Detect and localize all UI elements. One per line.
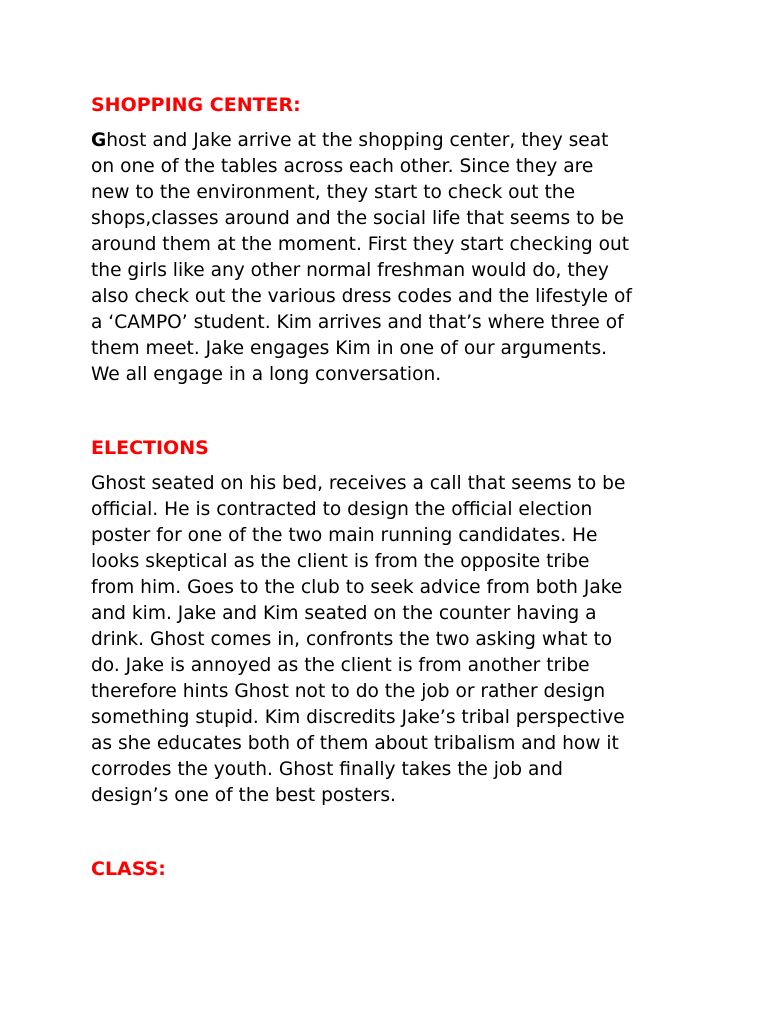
paragraph-line: and kim. Jake and Kim seated on the counter having a xyxy=(91,603,597,624)
paragraph-line: corrodes the youth. Ghost finally takes the job and xyxy=(91,759,563,780)
drop-letter: G xyxy=(91,130,107,151)
paragraph-line: We all engage in a long conversation. xyxy=(91,364,442,385)
paragraph-line: shops,classes around and the social life that seems to be xyxy=(91,208,624,229)
section-heading-class: CLASS: xyxy=(91,858,166,880)
paragraph-line: as she educates both of them about tribalism and how it xyxy=(91,733,619,754)
paragraph-line: them meet. Jake engages Kim in one of our arguments. xyxy=(91,338,608,359)
paragraph-line: Ghost seated on his bed, receives a call that seems to be xyxy=(91,473,626,494)
paragraph-line: also check out the various dress codes and the lifestyle of xyxy=(91,286,632,307)
paragraph-line: something stupid. Kim discredits Jake’s tribal perspective xyxy=(91,707,625,728)
section-heading-shopping-center: SHOPPING CENTER: xyxy=(91,94,301,116)
paragraph-line: around them at the moment. First they start checking out xyxy=(91,234,630,255)
paragraph-line: new to the environment, they start to check out the xyxy=(91,182,576,203)
paragraph-line: poster for one of the two main running candidates. He xyxy=(91,525,598,546)
paragraph-line: on one of the tables across each other. Since they are xyxy=(91,156,594,177)
paragraph-line: design’s one of the best posters. xyxy=(91,785,396,806)
paragraph-line: looks skeptical as the client is from the opposite tribe xyxy=(91,551,590,572)
paragraph-line: drink. Ghost comes in, confronts the two asking what to xyxy=(91,629,613,650)
line-text: host and Jake arrive at the shopping center, they seat xyxy=(106,130,609,151)
section-body-elections xyxy=(91,471,691,809)
paragraph-line: a ‘CAMPO’ student. Kim arrives and that’s where three of xyxy=(91,312,624,333)
paragraph-line xyxy=(91,128,691,154)
paragraph-line: the girls like any other normal freshman would do, they xyxy=(91,260,609,281)
section-body-shopping-center xyxy=(91,128,691,388)
paragraph-line: do. Jake is annoyed as the client is from another tribe xyxy=(91,655,590,676)
paragraph-line: official. He is contracted to design the official election xyxy=(91,499,593,520)
paragraph-line: from him. Goes to the club to seek advice from both Jake xyxy=(91,577,623,598)
paragraph-line: therefore hints Ghost not to do the job or rather design xyxy=(91,681,606,702)
section-heading-elections: ELECTIONS xyxy=(91,437,209,459)
